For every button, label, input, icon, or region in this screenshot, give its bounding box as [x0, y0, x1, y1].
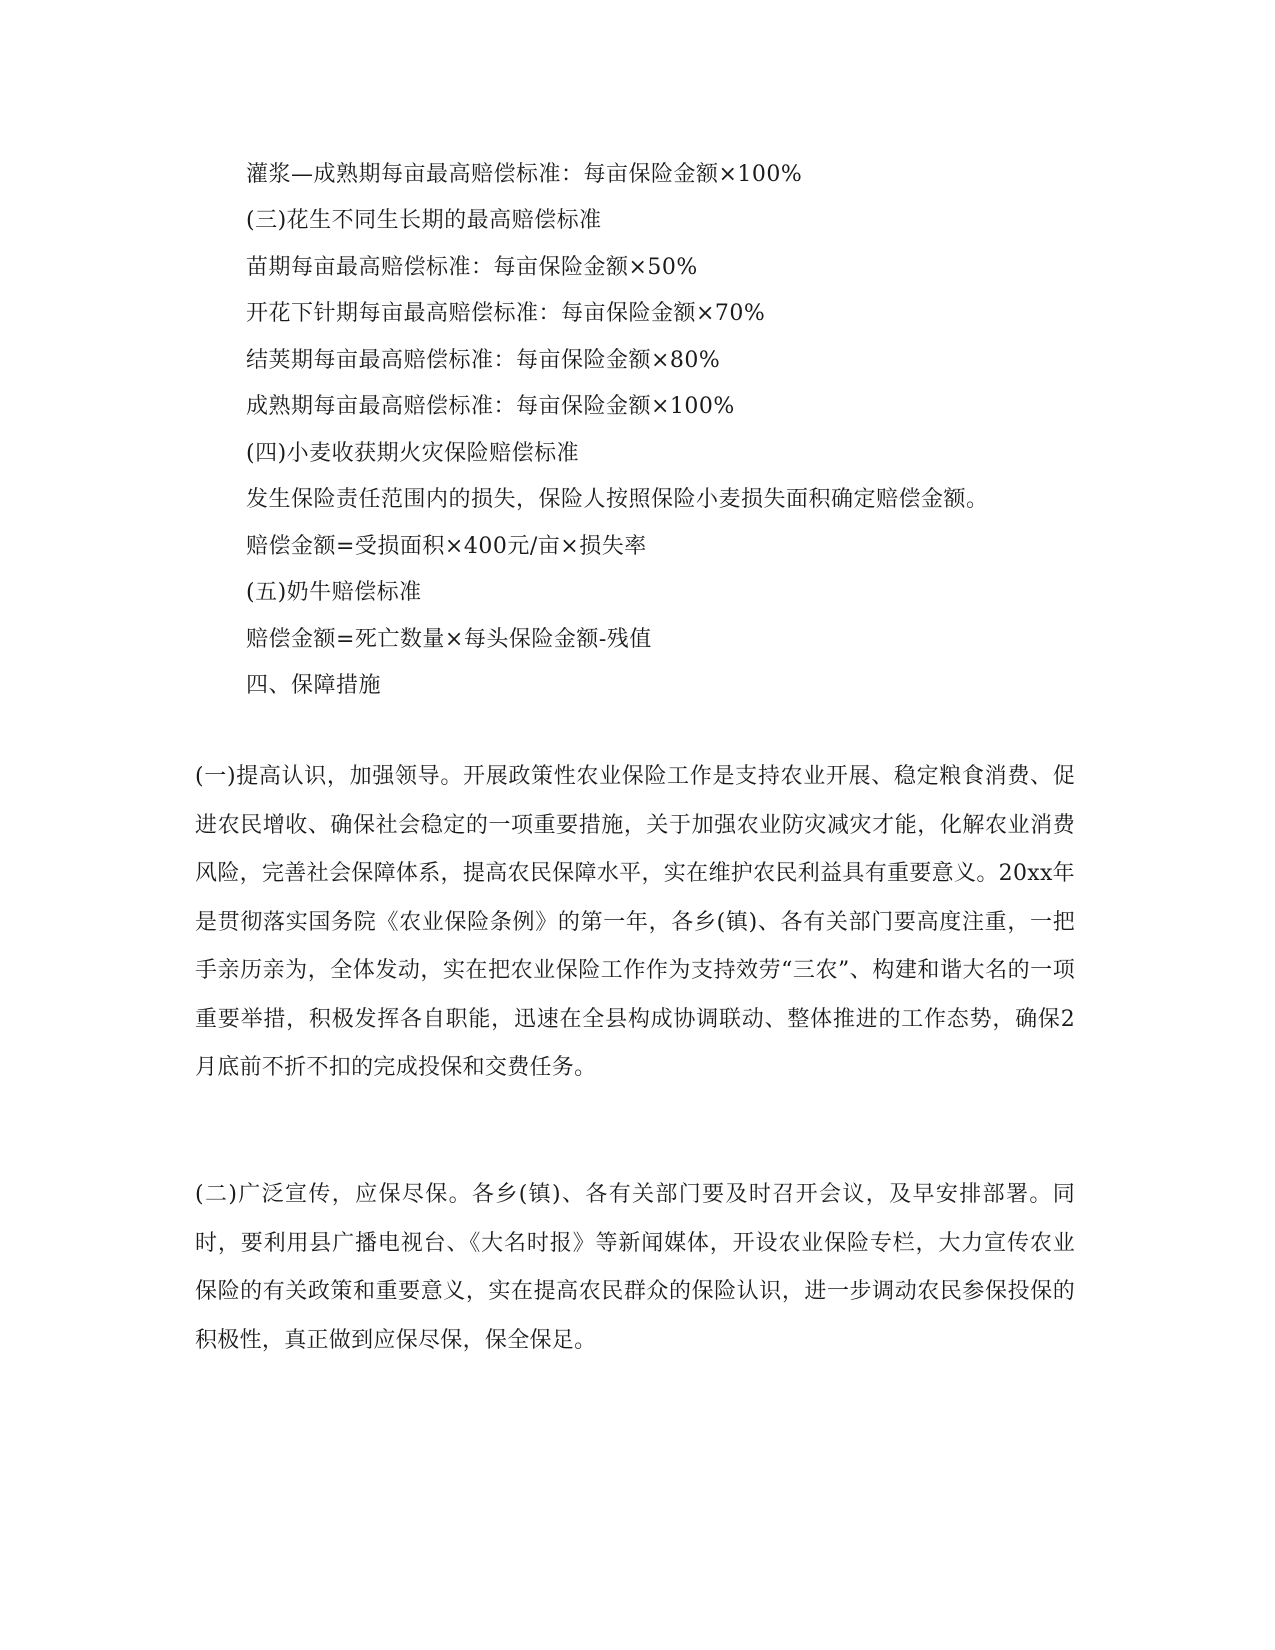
paragraph-leadership: (一)提高认识，加强领导。开展政策性农业保险工作是支持农业开展、稳定粮食消费、促进农民增收、确保社会稳定的一项重要措施，关于加强农业防灾减灾才能，化解农业消费风险，完善社会保障体系，提高农民保障水平，实在维护农民利益具有重要意义。20xx年是贯彻落实国务院《农业保险条例》的第一年，各乡(镇)、各有关部门要高度注重，一把手亲历亲为，全体发动，实在把农业保险工作作为支持效劳“三农”、构建和谐大名的一项重要举措，积极发挥各自职能，迅速在全县构成协调联动、整体推进的工作态势，确保2月底前不折不扣的完成投保和交费任务。 [195, 764, 1075, 1080]
line-peanut-seedling: 苗期每亩最高赔偿标准：每亩保险金额×50% [246, 255, 698, 280]
line-cow-formula: 赔偿金额=死亡数量×每头保险金额-残值 [246, 627, 652, 652]
heading-dairy-cow: (五)奶牛赔偿标准 [246, 580, 422, 605]
line-wheat-loss: 发生保险责任范围内的损失，保险人按照保险小麦损失面积确定赔偿金额。 [246, 487, 989, 512]
heading-guarantee-measures: 四、保障措施 [246, 673, 382, 698]
heading-wheat-fire: (四)小麦收获期火灾保险赔偿标准 [246, 441, 580, 466]
line-peanut-flowering: 开花下针期每亩最高赔偿标准：每亩保险金额×70% [246, 301, 766, 326]
paragraph-publicity: (二)广泛宣传，应保尽保。各乡(镇)、各有关部门要及时召开会议，及早安排部署。同时，要利用县广播电视台、《大名时报》等新闻媒体，开设农业保险专栏，大力宣传农业保险的有关政策和重要意义，实在提高农民群众的保险认识，进一步调动农民参保投保的积极性，真正做到应保尽保，保全保足。 [195, 1182, 1075, 1353]
line-wheat-formula: 赔偿金额=受损面积×400元/亩×损失率 [246, 534, 647, 559]
line-peanut-maturity: 成熟期每亩最高赔偿标准：每亩保险金额×100% [246, 394, 735, 419]
heading-peanut-standards: (三)花生不同生长期的最高赔偿标准 [246, 208, 602, 233]
line-peanut-podding: 结荚期每亩最高赔偿标准：每亩保险金额×80% [246, 348, 721, 373]
line-rice-filling-standard: 灌浆—成熟期每亩最高赔偿标准：每亩保险金额×100% [246, 162, 803, 187]
